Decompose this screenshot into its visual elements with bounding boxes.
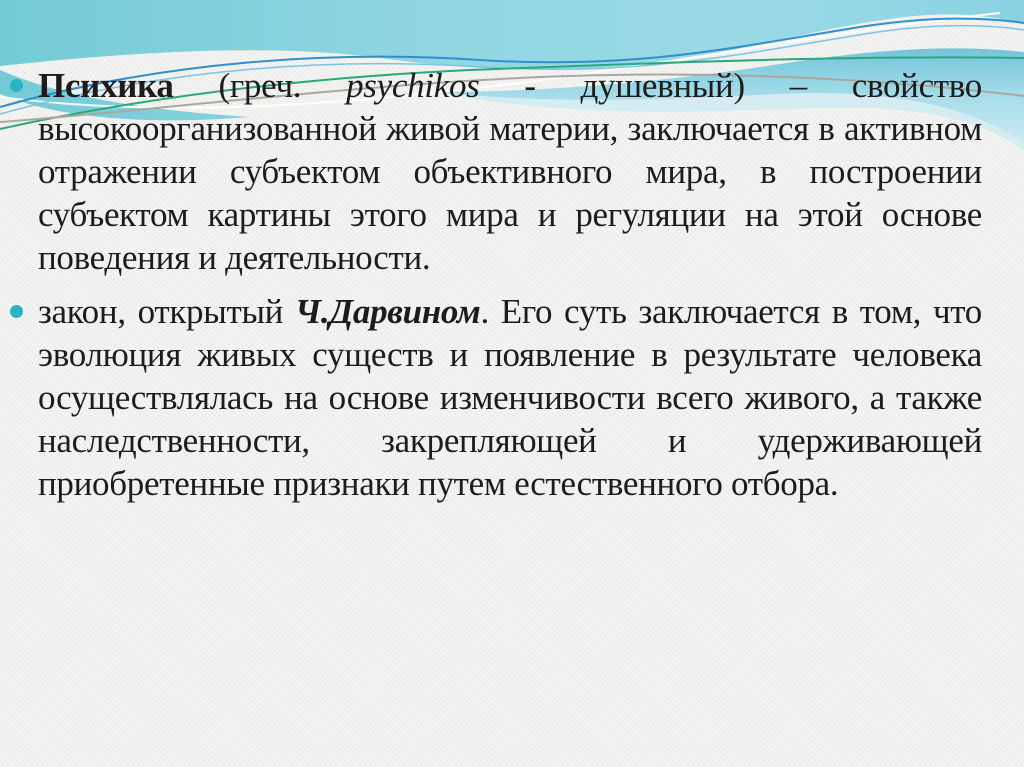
text-segment: - душевный) – свойство высокоорганизованной живой материи, заключается в активном отражении субъектом объективного мира, в построении субъектом картины этого мира и регуляции на этой основе поведения и деятельности. bbox=[38, 66, 982, 277]
bullet-text-psyche bbox=[38, 64, 982, 279]
bullet-marker-icon bbox=[10, 79, 23, 92]
bullet-item-psyche bbox=[38, 64, 982, 279]
slide-body bbox=[38, 64, 982, 505]
bullet-item-darwin-law bbox=[38, 290, 982, 505]
text-segment: . Его суть заключается в том, что эволюция живых существ и появление в результате человека осуществлялась на основе изменчивости всего живого, а также наследственности, закрепляющей и удерживающей приобретенные признаки путем естественного отбора. bbox=[38, 292, 982, 503]
text-segment: закон, открытый bbox=[38, 292, 295, 331]
bullet-marker-icon bbox=[10, 305, 23, 318]
text-segment: Психика bbox=[38, 66, 174, 105]
text-segment: Ч.Дарвином bbox=[294, 292, 481, 331]
bullet-text-darwin-law bbox=[38, 290, 982, 505]
text-segment: (греч. bbox=[173, 66, 347, 105]
text-segment: psychikos bbox=[346, 66, 480, 105]
